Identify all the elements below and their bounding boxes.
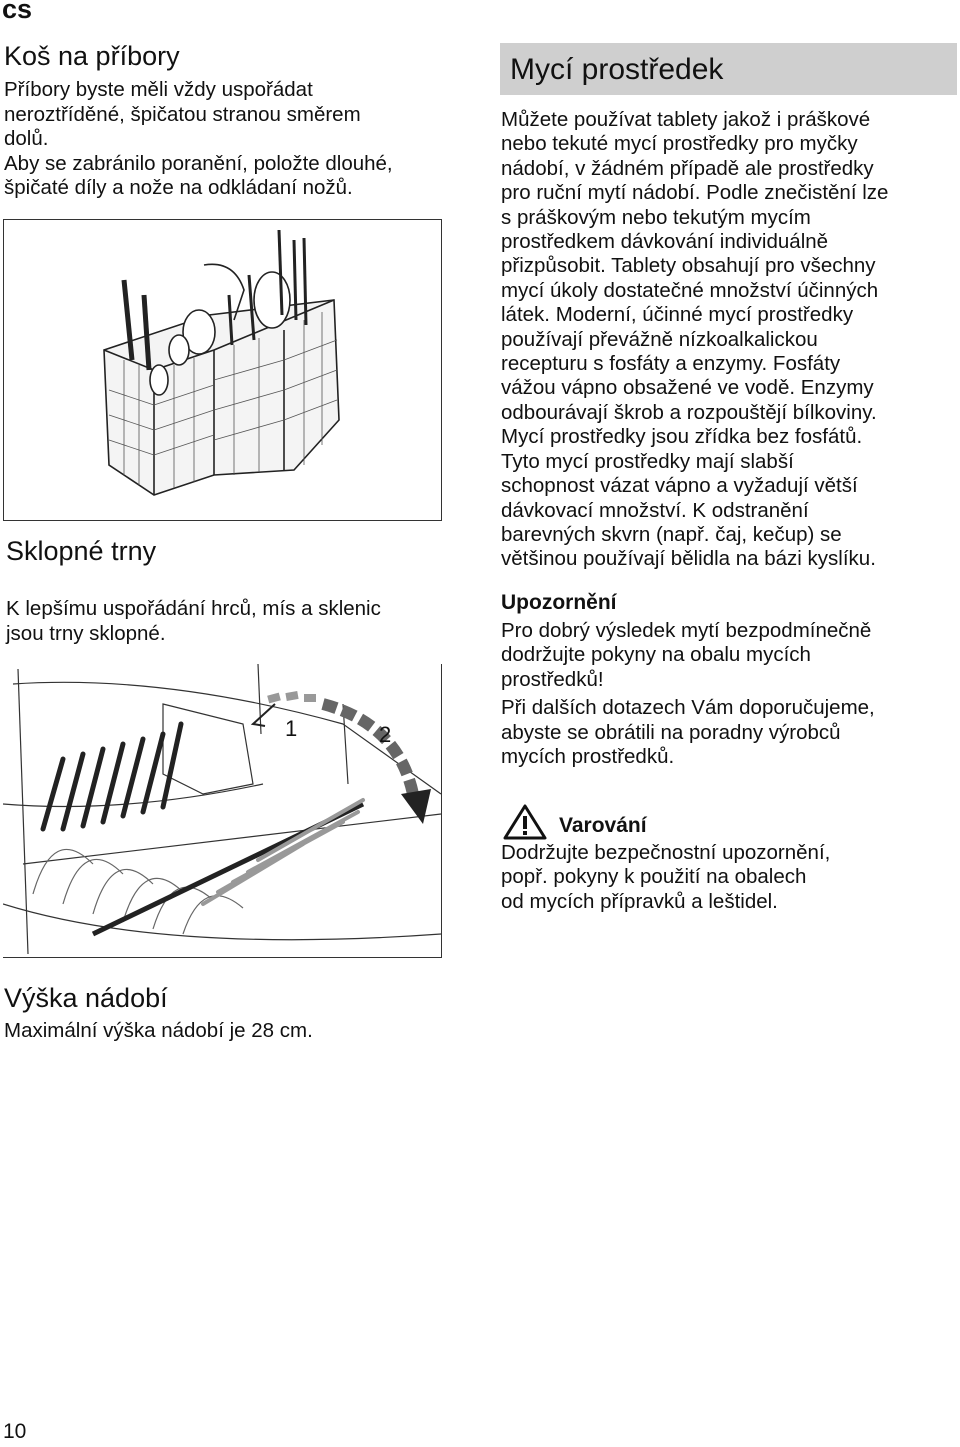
text-line: vážou vápno obsažené ve vodě. Enzymy bbox=[501, 376, 874, 400]
text-line: popř. pokyny k použití na obalech bbox=[501, 865, 807, 889]
text-line: odbourávají škrob a rozpouštějí bílkoviny. bbox=[501, 400, 877, 424]
text-line: dolů. bbox=[4, 127, 49, 150]
text-line: Můžete používat tablety jakož i práškové bbox=[501, 108, 871, 131]
warning-heading: Varování bbox=[559, 814, 647, 837]
cutlery-basket-heading: Koš na příbory bbox=[4, 41, 180, 71]
text-line: dodržujte pokyny na obalu mycích bbox=[501, 643, 811, 667]
text-line: barevných skvrn (např. čaj, kečup) se bbox=[501, 522, 842, 546]
text-line: používají převážně nízkoalkalickou bbox=[501, 327, 818, 351]
folding-tines-figure bbox=[3, 664, 442, 958]
detergent-heading-banner bbox=[500, 43, 957, 95]
text-line: nebo tekuté mycí prostředky pro myčky bbox=[501, 132, 858, 156]
text-line: prostředků! bbox=[501, 667, 604, 691]
text-line: Aby se zabránilo poranění, položte dlouhé, bbox=[4, 151, 393, 175]
text-line: Příbory byste měli vždy uspořádat bbox=[4, 78, 313, 101]
warning-text bbox=[501, 841, 960, 914]
note-text bbox=[501, 619, 960, 769]
figure-label-2: 2 bbox=[379, 722, 392, 747]
text-line: Mycí prostředky jsou zřídka bez fosfátů. bbox=[501, 425, 863, 449]
text-line: Tyto mycí prostředky mají slabší bbox=[501, 449, 794, 473]
text-line: mycích prostředků. bbox=[501, 745, 675, 769]
cutlery-basket-text bbox=[4, 78, 484, 201]
folding-tines-text bbox=[6, 597, 486, 646]
text-line: s práškovým nebo tekutým mycím bbox=[501, 205, 811, 229]
text-line: látek. Moderní, účinné mycí prostředky bbox=[501, 303, 854, 327]
text-line: abyste se obrátili na poradny výrobců bbox=[501, 720, 841, 744]
text-line: pro ruční mytí nádobí. Podle znečistění lze bbox=[501, 181, 889, 205]
language-code: cs bbox=[2, 0, 33, 24]
text-line: většinou používají bělidla na bázi kyslíku. bbox=[501, 547, 876, 571]
text-line: mycí úkoly dostatečné množství účinných bbox=[501, 278, 879, 302]
cutlery-basket-figure bbox=[3, 219, 442, 521]
dish-height-text: Maximální výška nádobí je 28 cm. bbox=[4, 1019, 313, 1042]
dish-height-heading: Výška nádobí bbox=[4, 983, 168, 1013]
folding-tines-heading: Sklopné trny bbox=[6, 536, 157, 566]
text-line: schopnost vázat vápno a vyžadují větší bbox=[501, 474, 858, 498]
text-line: špičaté díly a nože na odkládaní nožů. bbox=[4, 176, 353, 199]
text-line: od mycích přípravků a leštidel. bbox=[501, 889, 778, 913]
text-line: přizpůsobit. Tablety obsahují pro všechny bbox=[501, 254, 876, 278]
text-line: nádobí, v žádném případě ale prostředky bbox=[501, 156, 874, 180]
text-line: prostředkem dávkování individuálně bbox=[501, 230, 829, 254]
detergent-heading: Mycí prostředek bbox=[510, 53, 724, 86]
text-line: K lepšímu uspořádání hrců, mís a sklenic bbox=[6, 597, 381, 620]
folding-tines-illustration bbox=[3, 664, 441, 956]
note-heading: Upozornění bbox=[501, 591, 617, 614]
detergent-text bbox=[501, 108, 960, 572]
text-line: jsou trny sklopné. bbox=[6, 621, 166, 645]
text-line: Pro dobrý výsledek mytí bezpodmínečně bbox=[501, 619, 872, 642]
warning-triangle-icon bbox=[503, 804, 547, 840]
text-line: neroztříděné, špičatou stranou směrem bbox=[4, 102, 361, 126]
figure-label-1: 1 bbox=[285, 716, 298, 741]
text-line: Při dalších dotazech Vám doporučujeme, bbox=[501, 696, 875, 720]
text-line: recepturu s fosfáty a enzymy. Fosfáty bbox=[501, 352, 841, 376]
page-number: 10 bbox=[3, 1420, 27, 1443]
text-line: dávkovací množství. K odstranění bbox=[501, 498, 809, 522]
text-line: Dodržujte bezpečnostní upozornění, bbox=[501, 841, 831, 864]
cutlery-basket-illustration bbox=[4, 220, 440, 519]
